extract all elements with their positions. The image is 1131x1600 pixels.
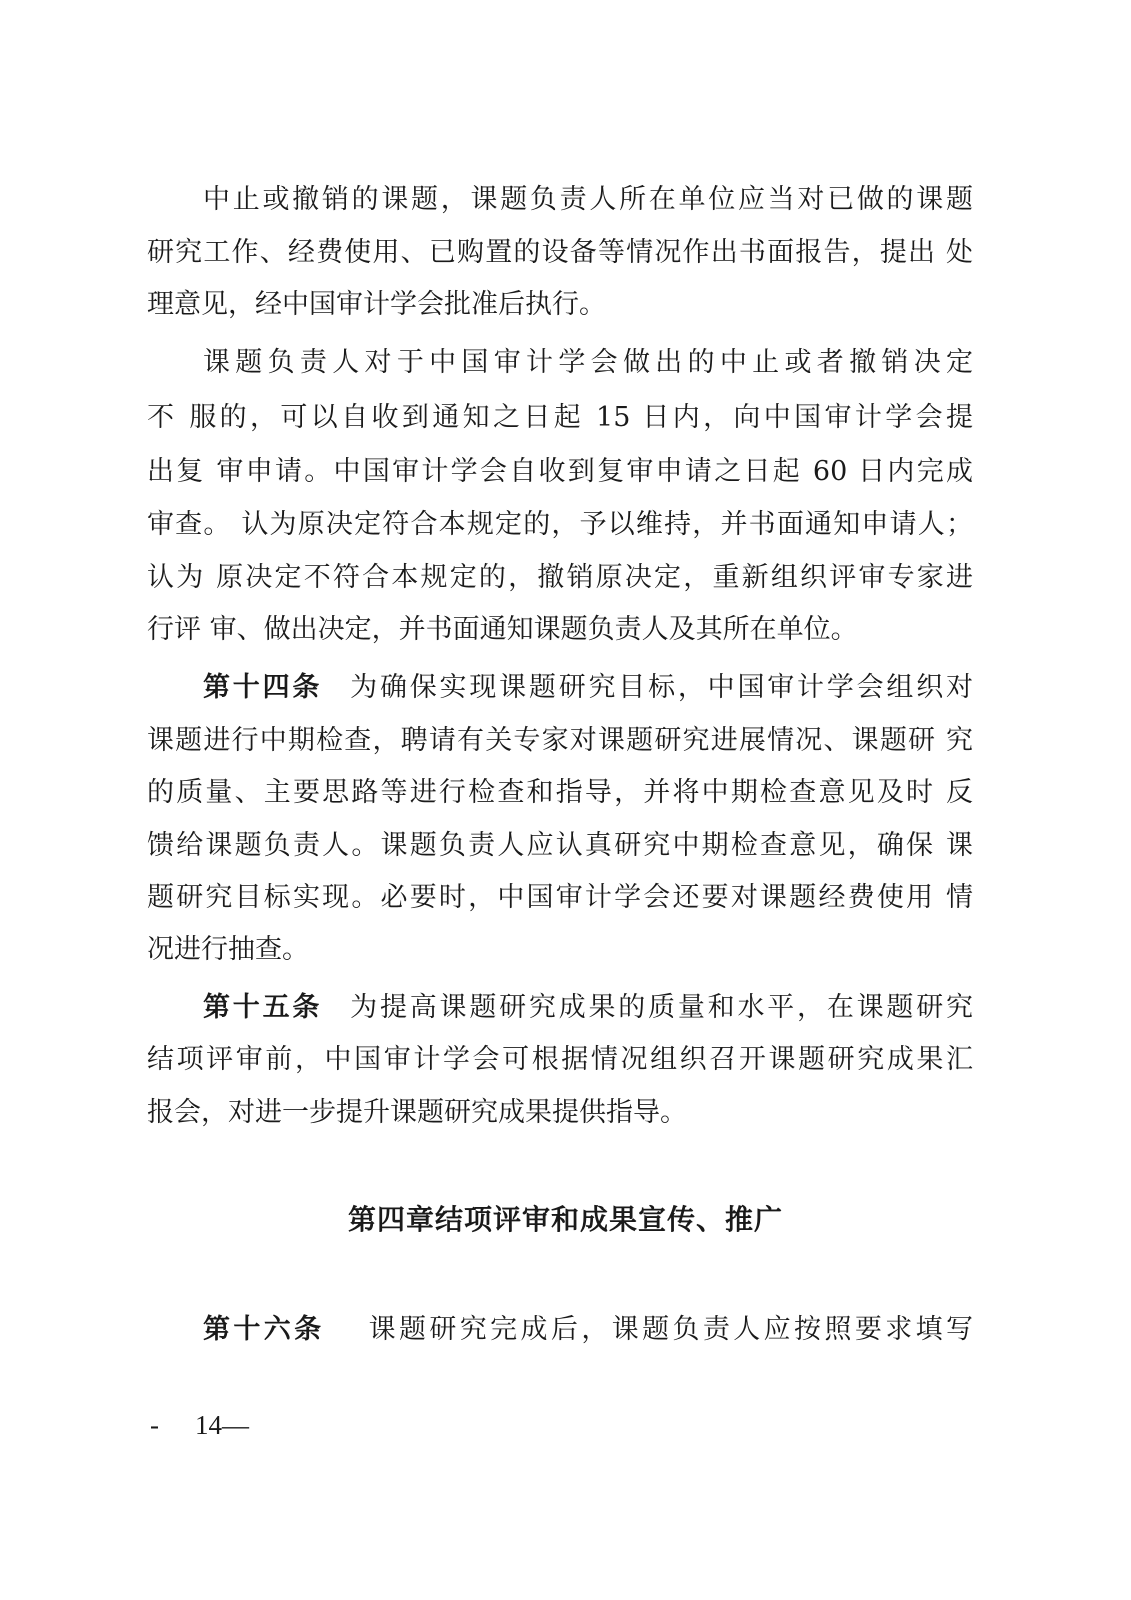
article-14-line-1-text: 为确保实现课题研究目标，中国审计学会组织对 (350, 672, 974, 703)
paragraph-1-line-3: 理意见，经中国审计学会批准后执行。 (147, 289, 606, 320)
article-15-heading: 第十五条 (203, 992, 323, 1023)
chapter-4-title: 第四章结项评审和成果宣传、推广 (347, 1203, 783, 1236)
paragraph-2-line-6: 行评 审、做出决定，并书面通知课题负责人及其所在单位。 (147, 614, 858, 645)
paragraph-1-line-2: 研究工作、经费使用、已购置的设备等情况作出书面报告，提出 处 (147, 237, 973, 268)
article-14-line-3: 的质量、主要思路等进行检查和指导，并将中期检查意见及时 反 (147, 777, 973, 808)
article-14-line-5: 题研究目标实现。必要时，中国审计学会还要对课题经费使用 情 (147, 882, 973, 913)
paragraph-1-line-1: 中止或撤销的课题，课题负责人所在单位应当对已做的课题 (203, 184, 973, 215)
footer-dash: - (150, 1410, 159, 1440)
page-footer (150, 1407, 249, 1443)
article-14-line-4: 馈给课题负责人。课题负责人应认真研究中期检查意见，确保 课 (147, 830, 973, 861)
paragraph-2-line-3: 出复 审申请。中国审计学会自收到复审申请之日起 60 日内完成 (147, 456, 973, 487)
page-number: 14— (195, 1410, 249, 1440)
article-14-line-6: 况进行抽查。 (147, 934, 309, 965)
article-15-line-1-text: 为提高课题研究成果的质量和水平，在课题研究 (350, 992, 974, 1023)
article-14-heading: 第十四条 (203, 672, 323, 703)
article-15-line-3: 报会，对进一步提升课题研究成果提供指导。 (147, 1097, 687, 1128)
paragraph-2-line-5: 认为 原决定不符合本规定的，撤销原决定，重新组织评审专家进 (147, 562, 973, 593)
paragraph-2-line-4: 审查。 认为原决定符合本规定的，予以维持，并书面通知申请人； (147, 509, 973, 540)
article-16-line-1 (203, 1312, 973, 1348)
article-16-heading: 第十六条 (203, 1314, 325, 1345)
article-15-line-2: 结项评审前，中国审计学会可根据情况组织召开课题研究成果汇 (147, 1044, 973, 1075)
paragraph-2-line-1: 课题负责人对于中国审计学会做出的中止或者撤销决定 (203, 347, 973, 378)
article-15-line-1 (203, 990, 973, 1026)
article-14-line-2: 课题进行中期检查，聘请有关专家对课题研究进展情况、课题研 究 (147, 725, 973, 756)
article-16-line-1-text: 课题研究完成后，课题负责人应按照要求填写 (368, 1314, 974, 1345)
paragraph-2-line-2: 不 服的，可以自收到通知之日起 15 日内，向中国审计学会提 (147, 402, 973, 433)
article-14-line-1 (203, 670, 973, 706)
